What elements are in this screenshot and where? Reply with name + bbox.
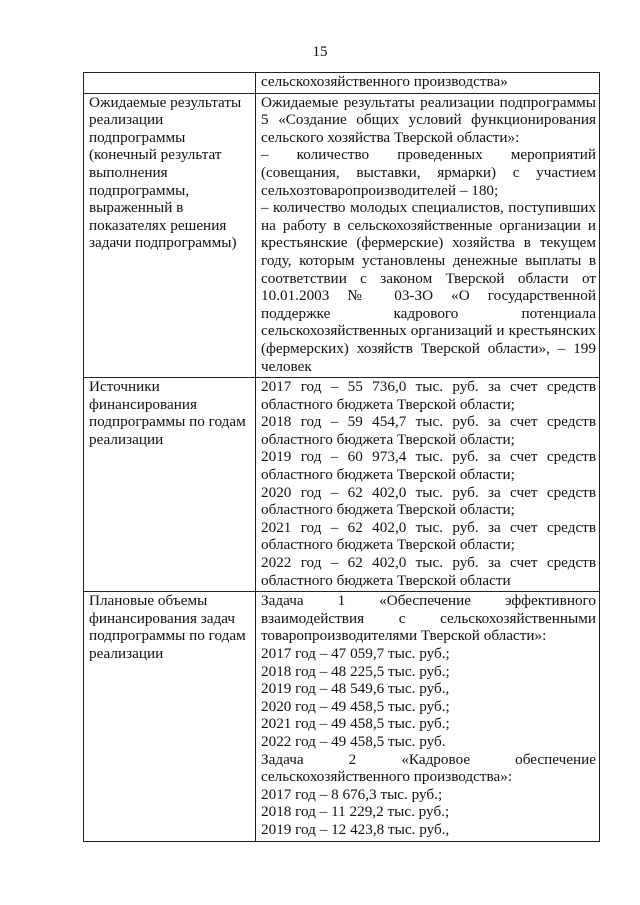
paragraph: 2022 год – 62 402,0 тыс. руб. за счет средств областного бюджета Тверской области xyxy=(261,554,596,589)
page-number: 15 xyxy=(312,44,328,60)
paragraph: 2019 год – 48 549,6 тыс. руб., xyxy=(261,680,450,698)
subprogram-passport-table xyxy=(83,72,600,842)
paragraph: 2018 год – 11 229,2 тыс. руб.; xyxy=(261,803,450,821)
row-value xyxy=(256,592,600,841)
paragraph: Ожидаемые результаты реализации подпрограммы 5 «Создание общих условий функционирования сельского хозяйства Тверской области»: xyxy=(261,93,596,146)
paragraph: Задача 2 «Кадровое обеспечение сельскохозяйственного производства»: xyxy=(261,750,596,786)
paragraph: 2017 год – 8 676,3 тыс. руб.; xyxy=(261,785,443,803)
row-label xyxy=(84,73,256,94)
row-value xyxy=(256,378,600,592)
row-label: Плановые объемы финансирования задач подпрограммы по годам реализации xyxy=(84,592,256,841)
paragraph: 2021 год – 62 402,0 тыс. руб. за счет средств областного бюджета Тверской области; xyxy=(261,518,596,554)
row-label: Ожидаемые результаты реализации подпрограммы (конечный результат выполнения подпрограммы, выраженный в показателях решения задачи подпрограммы) xyxy=(84,93,256,378)
paragraph: 2020 год – 62 402,0 тыс. руб. за счет средств областного бюджета Тверской области; xyxy=(261,483,596,519)
paragraph: 2018 год – 48 225,5 тыс. руб.; xyxy=(261,662,450,680)
row-value xyxy=(256,93,600,378)
paragraph: 2018 год – 59 454,7 тыс. руб. за счет средств областного бюджета Тверской области; xyxy=(261,413,596,448)
table-row xyxy=(84,73,600,94)
table-row xyxy=(84,93,600,378)
paragraph: 2020 год – 49 458,5 тыс. руб.; xyxy=(261,697,450,715)
paragraph: 2022 год – 49 458,5 тыс. руб. xyxy=(261,732,446,750)
paragraph: 2017 год – 55 736,0 тыс. руб. за счет средств областного бюджета Тверской области; xyxy=(261,378,596,413)
paragraph: 2021 год – 49 458,5 тыс. руб.; xyxy=(261,715,450,733)
row-label: Источники финансирования подпрограммы по годам реализации xyxy=(84,378,256,592)
paragraph: – количество проведенных мероприятий (совещания, выставки, ярмарки) с участием сельхозтоваропроизводителей – 180; xyxy=(261,146,596,199)
paragraph: 2017 год – 47 059,7 тыс. руб.; xyxy=(261,645,450,662)
table-row xyxy=(84,592,600,841)
paragraph: Задача 1 «Обеспечение эффективного взаимодействия с сельскохозяйственными товаропроизводителями Тверской области»: xyxy=(261,592,596,645)
table-row xyxy=(84,378,600,592)
paragraph: сельскохозяйственного производства» xyxy=(261,73,508,90)
paragraph: 2019 год – 12 423,8 тыс. руб., xyxy=(261,820,450,838)
row-value xyxy=(256,73,600,94)
paragraph: 2019 год – 60 973,4 тыс. руб. за счет средств областного бюджета Тверской области; xyxy=(261,448,596,484)
paragraph: – количество молодых специалистов, поступивших на работу в сельскохозяйственные организации и крестьянские (фермерские) хозяйства в текущем году, которым установлены денежные выплаты в соответствии с законом Тверской области от 10.01.2003 № 03-ЗО «О государственной поддержке кадрового потенциала сельскохозяйственных организаций и крестьянских (фермерских) хозяйств Тверской области», – 199 человек xyxy=(261,199,596,375)
